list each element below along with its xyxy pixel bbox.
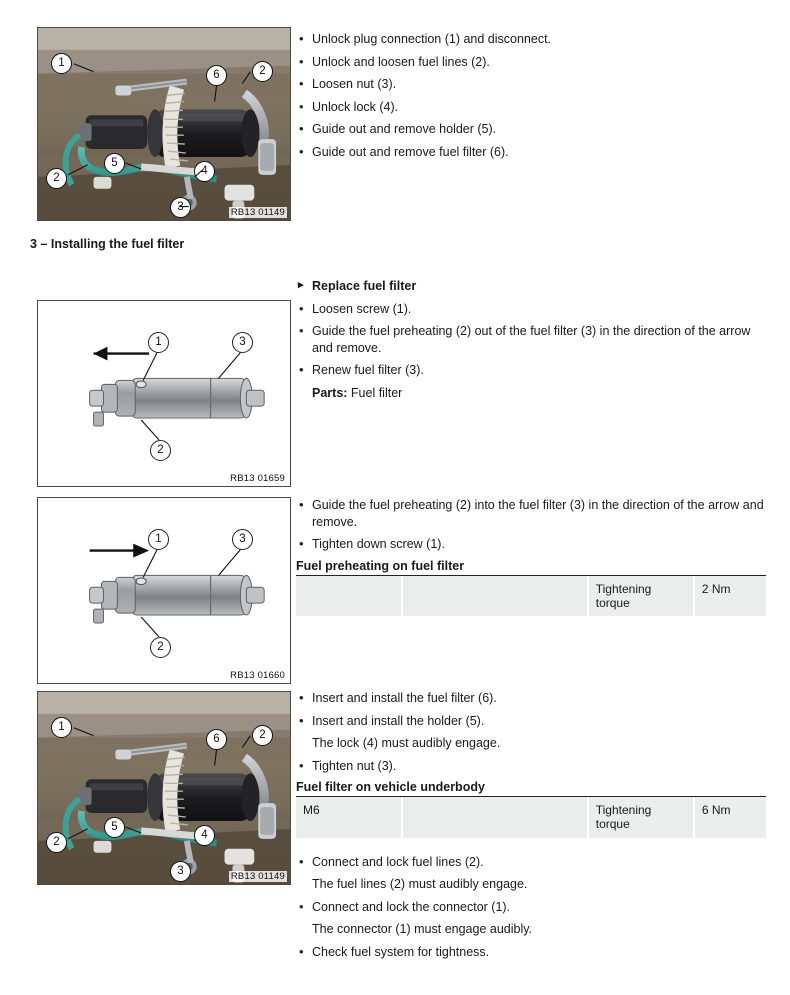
callout-5: 5 xyxy=(104,817,125,838)
removal-step-2: • Unlock and loosen fuel lines (2). xyxy=(296,54,766,71)
callout-3: 3 xyxy=(232,529,253,550)
final-after-note-2: The connector (1) must engage audibly. xyxy=(312,922,533,937)
removal-step-1: • Unlock plug connection (1) and disconnect. xyxy=(296,31,766,48)
callout-1: 1 xyxy=(148,332,169,353)
callout-1: 1 xyxy=(51,53,72,74)
cell-empty xyxy=(402,797,588,839)
replace-step-3: • Renew fuel filter (3). xyxy=(296,362,766,379)
callout-2a: 2 xyxy=(252,61,273,82)
callout-2b: 2 xyxy=(46,168,67,189)
callout-2b: 2 xyxy=(46,832,67,853)
final-after-note-1: The fuel lines (2) must audibly engage. xyxy=(312,877,528,892)
figure-removal-photo xyxy=(37,27,291,221)
removal-step-6: • Guide out and remove fuel filter (6). xyxy=(296,144,766,161)
callout-leaders xyxy=(38,28,290,220)
cell-component xyxy=(296,576,402,618)
callout-4: 4 xyxy=(194,161,215,182)
cell-component: M6 xyxy=(296,797,402,839)
callout-4: 4 xyxy=(194,825,215,846)
cell-value: 2 Nm xyxy=(694,576,766,618)
underbody-table-title: Fuel filter on vehicle underbody xyxy=(296,780,766,797)
install-step-2: • Tighten down screw (1). xyxy=(296,536,766,553)
removal-step-3: • Loosen nut (3). xyxy=(296,76,766,93)
direction-arrow-right xyxy=(90,544,150,558)
figure-install-photo xyxy=(37,691,291,885)
removal-steps xyxy=(296,31,766,166)
final-after-step-1: • Connect and lock fuel lines (2). xyxy=(296,854,766,871)
final-step-3: • Tighten nut (3). xyxy=(296,758,766,775)
figure-code: RB13 01149 xyxy=(230,207,285,218)
final-step-2: • Insert and install the holder (5). xyxy=(296,713,766,730)
parts-line xyxy=(296,385,766,402)
final-note-1: The lock (4) must audibly engage. xyxy=(312,736,501,750)
figure-code: RB13 01659 xyxy=(230,473,285,484)
callout-2: 2 xyxy=(150,440,171,461)
replace-heading: ▸ Replace fuel filter xyxy=(296,278,766,295)
callout-1: 1 xyxy=(148,529,169,550)
final-steps xyxy=(296,690,766,966)
replace-step-1: • Loosen screw (1). xyxy=(296,301,766,318)
install-steps xyxy=(296,497,766,618)
callout-3: 3 xyxy=(170,861,191,882)
figure-filter-install-drawing xyxy=(37,497,291,684)
cell-value: 6 Nm xyxy=(694,797,766,839)
underbody-torque-table xyxy=(296,797,766,840)
cell-label: Tightening torque xyxy=(588,576,694,618)
cell-empty xyxy=(402,576,588,618)
final-step-1: • Insert and install the fuel filter (6). xyxy=(296,690,766,707)
callout-2a: 2 xyxy=(252,725,273,746)
direction-arrow-left xyxy=(94,347,150,361)
final-after-step-3: • Check fuel system for tightness. xyxy=(296,944,766,961)
callout-2: 2 xyxy=(150,637,171,658)
final-after-step-2: • Connect and lock the connector (1). xyxy=(296,899,766,916)
cell-label: Tightening torque xyxy=(588,797,694,839)
parts-label: Parts: xyxy=(312,385,348,400)
callout-6: 6 xyxy=(206,729,227,750)
callout-3: 3 xyxy=(170,197,191,218)
replace-steps xyxy=(296,278,766,407)
section-heading: 3 – Installing the fuel filter xyxy=(30,237,185,251)
callout-1: 1 xyxy=(51,717,72,738)
callout-5: 5 xyxy=(104,153,125,174)
removal-step-4: • Unlock lock (4). xyxy=(296,99,766,116)
callout-3: 3 xyxy=(232,332,253,353)
preheating-torque-table xyxy=(296,576,766,619)
figure-code: RB13 01149 xyxy=(230,871,285,882)
preheating-table-title: Fuel preheating on fuel filter xyxy=(296,559,766,576)
parts-value: Fuel filter xyxy=(350,385,403,400)
callout-6: 6 xyxy=(206,65,227,86)
figure-code: RB13 01660 xyxy=(230,670,285,681)
table-row xyxy=(296,797,766,839)
figure-filter-removal-drawing xyxy=(37,300,291,487)
install-step-1: • Guide the fuel preheating (2) into the fuel filter (3) in the direction of the arrow and remove. xyxy=(296,497,766,530)
replace-step-2: • Guide the fuel preheating (2) out of the fuel filter (3) in the direction of the arrow and remove. xyxy=(296,323,766,356)
removal-step-5: • Guide out and remove holder (5). xyxy=(296,121,766,138)
engine-bay-photo-2 xyxy=(38,692,290,884)
table-row xyxy=(296,576,766,618)
